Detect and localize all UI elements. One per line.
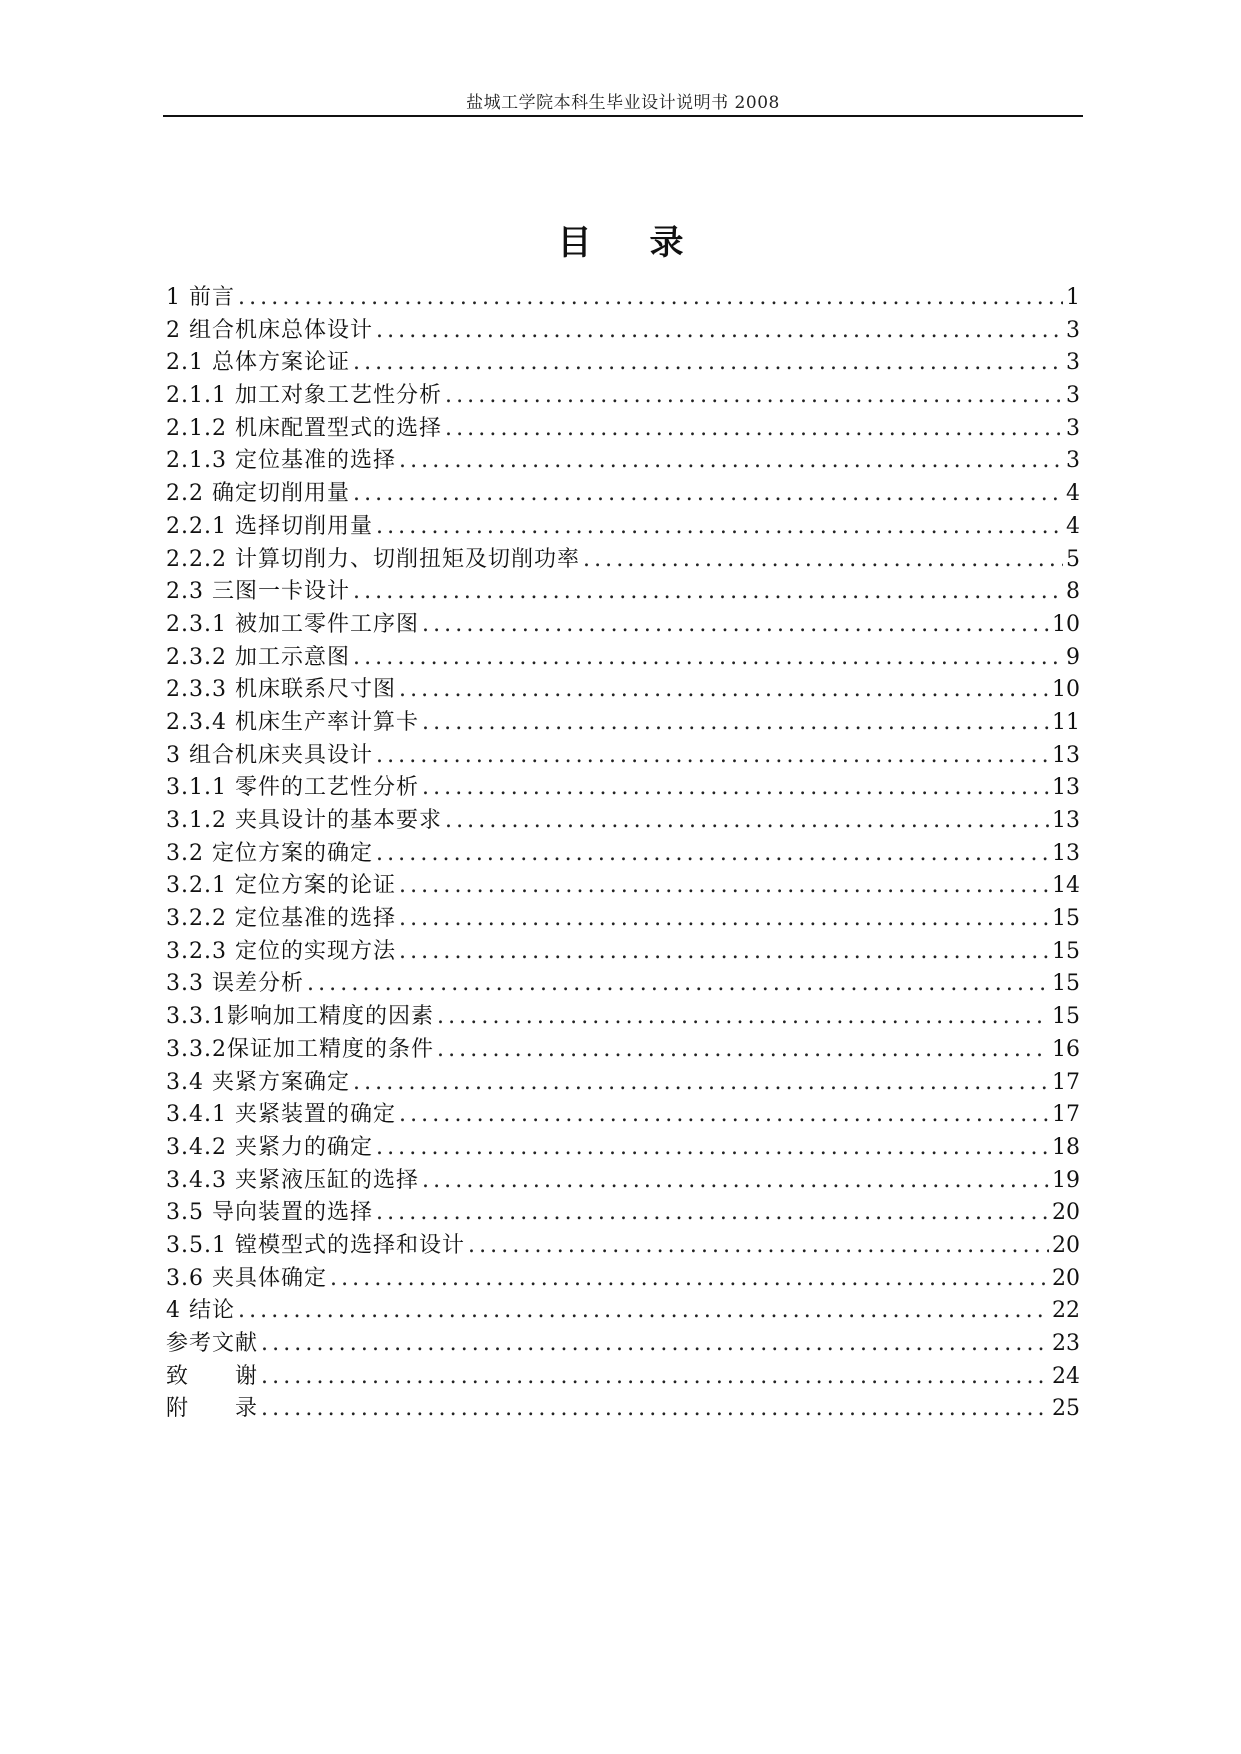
- toc-entry-label: 3 组合机床夹具设计: [166, 742, 373, 768]
- toc-entry-label: 3.2 定位方案的确定: [166, 840, 373, 866]
- toc-dot-leader: [330, 1263, 1049, 1296]
- toc-entry-label: 2.2.2 计算切削力、切削扭矩及切削功率: [166, 546, 580, 572]
- toc-entry[interactable]: [166, 707, 1080, 740]
- toc-entry-page-number: 17: [1052, 1069, 1080, 1095]
- toc-entry-label: 3.4.1 夹紧装置的确定: [166, 1102, 396, 1128]
- toc-entry-page-number: 23: [1052, 1331, 1080, 1356]
- toc-entry[interactable]: [166, 1295, 1080, 1328]
- toc-entry-label: 2.1.1 加工对象工艺性分析: [166, 383, 442, 409]
- toc-dot-leader: [445, 413, 1063, 446]
- toc-entry-label: 2.3.1 被加工零件工序图: [166, 611, 419, 637]
- toc-entry-label: 3.2.1 定位方案的论证: [166, 873, 396, 899]
- toc-dot-leader: [422, 609, 1049, 642]
- toc-entry-page-number: 5: [1066, 546, 1080, 572]
- toc-entry-label: 3.1.1 零件的工艺性分析: [166, 775, 419, 801]
- toc-entry-label: 2.1.3 定位基准的选择: [166, 448, 396, 474]
- toc-entry[interactable]: [166, 1328, 1080, 1361]
- toc-entry-label: 附 录: [166, 1396, 259, 1422]
- toc-dot-leader: [422, 707, 1049, 740]
- toc-entry-page-number: 9: [1066, 644, 1080, 670]
- toc-entry-label: 参考文献: [166, 1331, 259, 1356]
- toc-entry[interactable]: [166, 838, 1080, 871]
- toc-entry[interactable]: [166, 478, 1080, 511]
- toc-entry-page-number: 19: [1052, 1167, 1080, 1193]
- toc-entry[interactable]: [166, 445, 1080, 478]
- toc-dot-leader: [437, 1001, 1049, 1034]
- toc-dot-leader: [261, 1361, 1049, 1394]
- toc-entry-page-number: 10: [1052, 677, 1080, 703]
- toc-dot-leader: [261, 1393, 1049, 1426]
- toc-entry[interactable]: [166, 380, 1080, 413]
- toc-entry[interactable]: [166, 1165, 1080, 1198]
- toc-entry[interactable]: [166, 413, 1080, 446]
- toc-dot-leader: [261, 1328, 1049, 1361]
- toc-entry[interactable]: [166, 1132, 1080, 1165]
- toc-dot-leader: [353, 576, 1063, 609]
- toc-entry-label: 3.3 误差分析: [166, 971, 304, 997]
- toc-dot-leader: [422, 1165, 1049, 1198]
- header-rule: [163, 115, 1083, 117]
- toc-entry-label: 3.2.2 定位基准的选择: [166, 906, 396, 932]
- toc-entry[interactable]: [166, 576, 1080, 609]
- toc-entry-page-number: 15: [1052, 971, 1080, 997]
- toc-entry[interactable]: [166, 772, 1080, 805]
- toc-entry[interactable]: [166, 1197, 1080, 1230]
- toc-dot-leader: [307, 968, 1049, 1001]
- toc-entry[interactable]: [166, 903, 1080, 936]
- toc-entry-label: 3.4 夹紧方案确定: [166, 1069, 350, 1095]
- toc-entry-page-number: 24: [1052, 1363, 1080, 1389]
- toc-dot-leader: [238, 1295, 1049, 1328]
- toc-dot-leader: [376, 1132, 1049, 1165]
- toc-entry[interactable]: [166, 674, 1080, 707]
- toc-entry-label: 2 组合机床总体设计: [166, 317, 373, 343]
- toc-entry[interactable]: [166, 544, 1080, 577]
- toc-entry-label: 3.4.2 夹紧力的确定: [166, 1134, 373, 1160]
- toc-entry-page-number: 13: [1052, 742, 1080, 768]
- toc-entry-label: 1 前言: [166, 285, 235, 310]
- toc-entry-page-number: 25: [1052, 1396, 1080, 1422]
- toc-entry-label: 致 谢: [166, 1363, 259, 1389]
- toc-entry-label: 3.6 夹具体确定: [166, 1265, 327, 1291]
- toc-entry-page-number: 13: [1052, 840, 1080, 866]
- toc-entry-page-number: 22: [1052, 1298, 1080, 1324]
- toc-entry-label: 2.3 三图一卡设计: [166, 579, 350, 605]
- toc-entry-label: 3.5.1 镗模型式的选择和设计: [166, 1232, 465, 1258]
- toc-entry-page-number: 20: [1052, 1200, 1080, 1226]
- toc-entry-page-number: 3: [1066, 415, 1080, 441]
- toc-dot-leader: [376, 1197, 1049, 1230]
- toc-entry-page-number: 17: [1052, 1102, 1080, 1128]
- toc-entry[interactable]: [166, 642, 1080, 675]
- toc-dot-leader: [437, 1034, 1049, 1067]
- toc-entry-page-number: 13: [1052, 808, 1080, 833]
- toc-entry-page-number: 8: [1066, 579, 1080, 605]
- toc-dot-leader: [353, 642, 1063, 675]
- toc-dot-leader: [238, 282, 1063, 315]
- toc-dot-leader: [399, 870, 1049, 903]
- toc-entry-label: 2.3.2 加工示意图: [166, 644, 350, 670]
- toc-entry[interactable]: [166, 740, 1080, 773]
- toc-entry[interactable]: [166, 936, 1080, 969]
- toc-entry-page-number: 4: [1066, 513, 1080, 539]
- toc-entry-label: 3.5 导向装置的选择: [166, 1200, 373, 1226]
- toc-entry-page-number: 3: [1066, 383, 1080, 409]
- toc-entry[interactable]: [166, 805, 1080, 838]
- toc-dot-leader: [399, 1099, 1049, 1132]
- toc-entry[interactable]: [166, 1393, 1080, 1426]
- toc-entry-page-number: 3: [1066, 448, 1080, 474]
- toc-entry-label: 3.3.1影响加工精度的因素: [166, 1004, 434, 1030]
- toc-dot-leader: [399, 445, 1063, 478]
- toc-entry-label: 2.3.3 机床联系尺寸图: [166, 677, 396, 703]
- toc-dot-leader: [583, 544, 1063, 577]
- toc-entry-page-number: 20: [1052, 1232, 1080, 1258]
- toc-dot-leader: [376, 315, 1063, 348]
- toc-dot-leader: [445, 380, 1063, 413]
- toc-entry-page-number: 20: [1052, 1265, 1080, 1291]
- toc-entry[interactable]: [166, 1361, 1080, 1394]
- toc-entry-page-number: 16: [1052, 1036, 1080, 1062]
- toc-entry-label: 3.4.3 夹紧液压缸的选择: [166, 1167, 419, 1193]
- toc-entry[interactable]: [166, 1099, 1080, 1132]
- toc-entry-label: 2.2 确定切削用量: [166, 481, 350, 507]
- toc-title: 目录: [557, 222, 742, 263]
- toc-entry-page-number: 15: [1052, 1004, 1080, 1030]
- toc-dot-leader: [445, 805, 1049, 838]
- toc-entry[interactable]: [166, 511, 1080, 544]
- toc-entry-page-number: 15: [1052, 906, 1080, 932]
- toc-entry-page-number: 3: [1066, 317, 1080, 343]
- toc-dot-leader: [353, 1067, 1049, 1100]
- running-header: 盐城工学院本科生毕业设计说明书 2008: [466, 93, 780, 113]
- toc-entry[interactable]: [166, 1001, 1080, 1034]
- toc-entry-label: 2.3.4 机床生产率计算卡: [166, 709, 419, 735]
- toc-dot-leader: [468, 1230, 1049, 1263]
- toc-entry[interactable]: [166, 1034, 1080, 1067]
- toc-entry-page-number: 14: [1052, 873, 1080, 899]
- toc-entry-page-number: 10: [1052, 611, 1080, 637]
- toc-entry[interactable]: [166, 968, 1080, 1001]
- toc-dot-leader: [399, 936, 1049, 969]
- toc-entry[interactable]: [166, 609, 1080, 642]
- toc-dot-leader: [376, 740, 1049, 773]
- toc-entry-label: 4 结论: [166, 1298, 235, 1324]
- toc-dot-leader: [353, 347, 1063, 380]
- toc-entry[interactable]: [166, 282, 1080, 315]
- toc-dot-leader: [422, 772, 1049, 805]
- toc-entry-label: 2.2.1 选择切削用量: [166, 513, 373, 539]
- toc-entry[interactable]: [166, 347, 1080, 380]
- toc-entry-page-number: 18: [1052, 1134, 1080, 1160]
- toc-entry[interactable]: [166, 1067, 1080, 1100]
- toc-entry-page-number: 3: [1066, 350, 1080, 376]
- toc-dot-leader: [399, 674, 1049, 707]
- toc-entry-label: 3.3.2保证加工精度的条件: [166, 1036, 434, 1062]
- toc-entry-page-number: 4: [1066, 481, 1080, 507]
- toc-entry-page-number: 15: [1052, 938, 1080, 964]
- toc-dot-leader: [376, 838, 1049, 871]
- toc-dot-leader: [399, 903, 1049, 936]
- toc-dot-leader: [376, 511, 1063, 544]
- toc-entry-page-number: 1: [1066, 285, 1080, 310]
- toc-entry-label: 3.1.2 夹具设计的基本要求: [166, 808, 442, 833]
- toc-entry-page-number: 11: [1052, 709, 1080, 735]
- toc-entry[interactable]: [166, 870, 1080, 903]
- toc-entry[interactable]: [166, 315, 1080, 348]
- toc-entry-label: 2.1 总体方案论证: [166, 350, 350, 376]
- toc-entry[interactable]: [166, 1230, 1080, 1263]
- toc-entry-label: 3.2.3 定位的实现方法: [166, 938, 396, 964]
- toc-dot-leader: [353, 478, 1063, 511]
- toc-entry-label: 2.1.2 机床配置型式的选择: [166, 415, 442, 441]
- toc-entry-page-number: 13: [1052, 775, 1080, 801]
- toc-list: [166, 282, 1080, 1426]
- toc-entry[interactable]: [166, 1263, 1080, 1296]
